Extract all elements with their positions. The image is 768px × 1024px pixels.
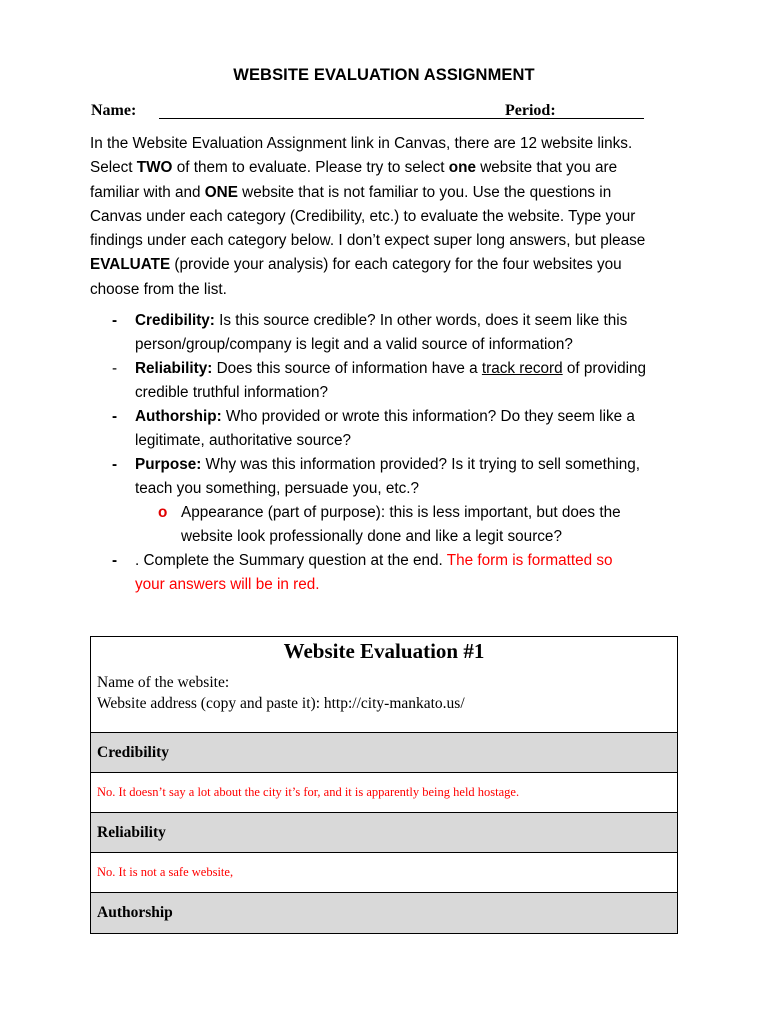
list-item-appearance: o Appearance (part of purpose): this is less important, but does the website look professionally done and like a legit source? [90,501,690,549]
document-title: WEBSITE EVALUATION ASSIGNMENT [233,66,535,84]
track-record-text: track record [481,360,563,377]
evaluation-header-cell [91,637,677,733]
intro-line: choose from the list. [90,280,227,298]
period-blank[interactable] [566,118,644,119]
intro-line: In the Website Evaluation Assignment link in Canvas, there are 12 website links. [90,135,633,152]
reliability-label: Reliability: [135,360,213,377]
list-item-authorship: - Authorship: Who provided or wrote this information? Do they seem like a legitimate, authoritative source? [90,405,690,453]
category-row-credibility: Credibility [91,733,677,773]
intro-line: Select TWO of them to evaluate. Please try to select one website that you are [90,159,618,177]
intro-line: Canvas under each category (Credibility, etc.) to evaluate the website. Type your [90,207,636,225]
answer-cell-credibility[interactable]: No. It doesn’t say a lot about the city it’s for, and it is apparently being held hostage. [91,773,677,813]
dash-bullet-icon: - [112,552,118,569]
evaluation-table [90,636,678,934]
circle-bullet-icon: o [158,504,168,521]
list-item-purpose: - Purpose: Why was this information provided? Is it trying to sell something, teach you something, persuade you, etc.? [90,453,690,501]
dash-bullet-icon: - [112,408,118,425]
list-item-reliability: - Reliability: Does this source of information have a track record of providing credible truthful information? [90,357,690,405]
category-row-reliability: Reliability [91,813,677,853]
evaluation-heading: Website Evaluation #1 [283,639,485,663]
period-label: Period: [505,102,556,119]
name-period-line [91,102,691,126]
intro-paragraph [90,132,690,302]
credibility-label: Credibility: [135,312,215,329]
list-item-summary: - . Complete the Summary question at the end. The form is formatted so your answers will be in red. [90,549,690,597]
dash-bullet-icon: - [112,360,118,377]
dash-bullet-icon: - [112,312,118,329]
intro-line: familiar with and ONE website that is not familiar to you. Use the questions in [90,183,612,201]
purpose-label: Purpose: [135,456,202,473]
website-address-field[interactable]: Website address (copy and paste it): http://city-mankato.us/ [97,695,465,712]
website-name-field[interactable]: Name of the website: [97,674,230,691]
intro-line: findings under each category below. I don’t expect super long answers, but please [90,232,646,250]
criteria-list [90,309,690,597]
authorship-label: Authorship: [135,408,222,425]
list-item-credibility: - Credibility: Is this source credible? In other words, does it seem like this person/group/company is legit and a valid source of information? [90,309,690,357]
name-label: Name: [91,102,137,119]
dash-bullet-icon: - [112,456,118,473]
intro-line: EVALUATE (provide your analysis) for each category for the four websites you [90,256,622,274]
answer-cell-reliability[interactable]: No. It is not a safe website, [91,853,677,893]
category-row-authorship: Authorship [91,893,677,933]
